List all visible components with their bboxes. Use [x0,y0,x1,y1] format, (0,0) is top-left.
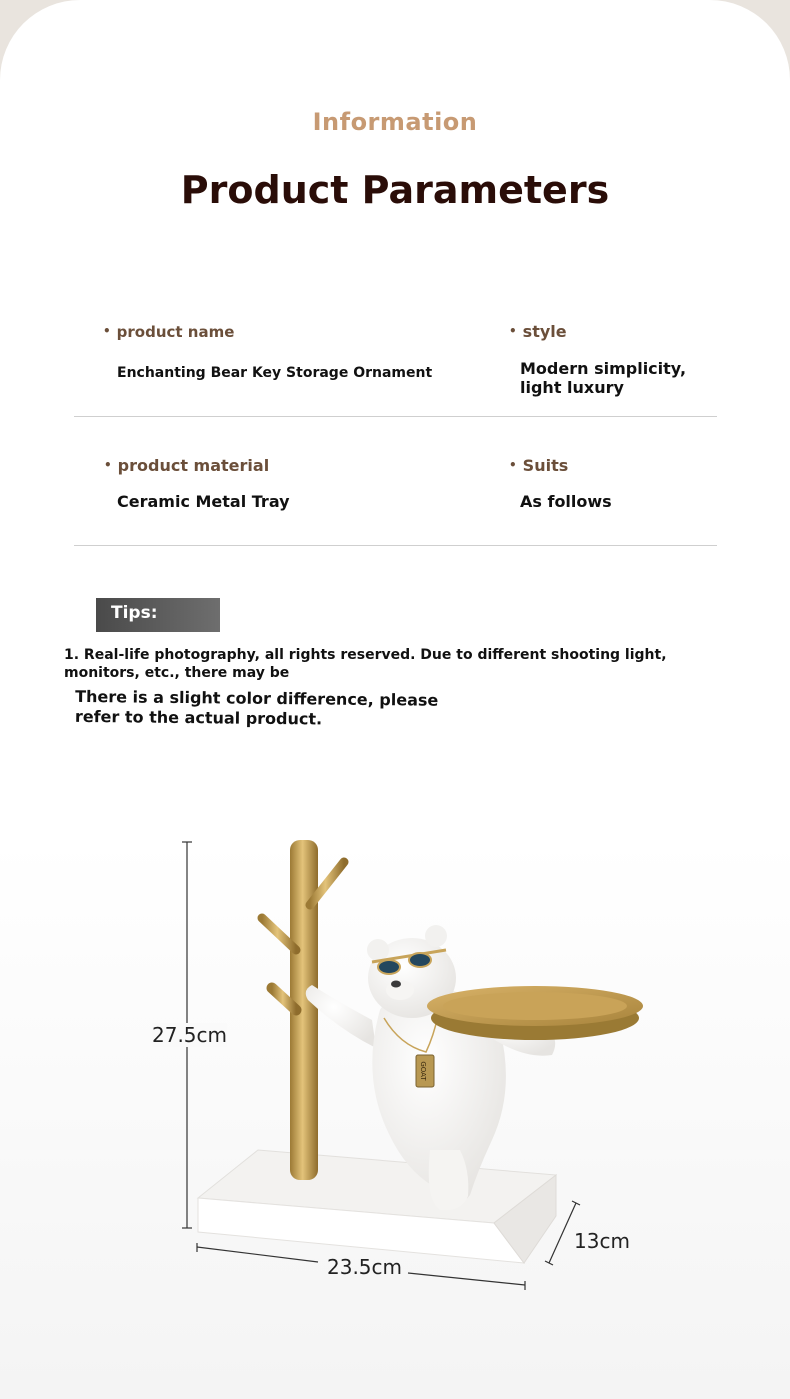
param-label-style: • style [509,322,567,341]
page-title: Product Parameters [180,168,610,212]
param-label-suits: • Suits [509,456,569,475]
marble-base [198,1150,556,1263]
param-value-product-name: Enchanting Bear Key Storage Ornament [117,365,433,381]
bullet-icon: • [509,458,517,472]
bullet-icon: • [103,324,111,338]
param-label-material: • product material [104,456,270,475]
dimension-depth: 13cm [574,1229,630,1253]
bullet-icon: • [509,324,517,338]
bullet-icon: • [104,458,112,472]
tip-text-2: There is a slight color difference, please refer to the actual product. [74,686,439,729]
dimension-width: 23.5cm [327,1255,403,1279]
param-label-product-name: • product name [103,323,235,341]
param-value-material: Ceramic Metal Tray [117,492,290,511]
tips-label: Tips: [111,603,158,623]
dimension-height: 27.5cm [152,1023,228,1047]
param-value-suits: As follows [520,492,612,511]
section-subtitle: Information [312,108,478,136]
pendant-text: GOAT [419,1061,427,1081]
gold-tray [427,986,643,1040]
param-value-style: Modern simplicity, light luxury [520,359,687,397]
tip-text-1: 1. Real-life photography, all rights reserved. Due to different shooting light, monitors, etc., there may be [64,647,667,681]
